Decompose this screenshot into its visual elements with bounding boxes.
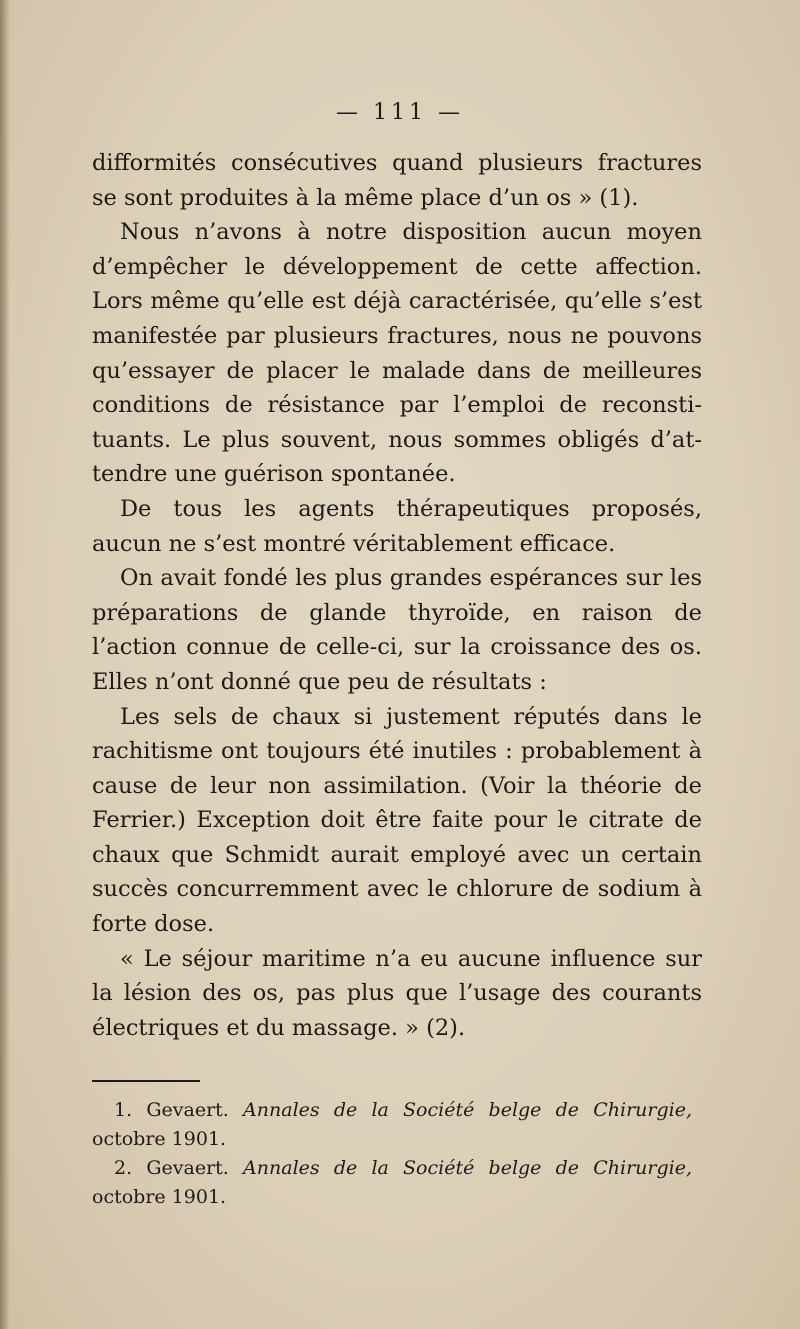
footnote-journal: Annales de la Société belge de Chirurgie, [243, 1157, 692, 1179]
footnote-2 [92, 1154, 692, 1212]
page-binding-edge [0, 0, 10, 1329]
footnote-author: Gevaert. [146, 1157, 229, 1179]
paragraph-continued: difformités consécutives quand plusieurs fractures se sont produites à la même place d’un os » (1). [92, 150, 702, 211]
paragraph: De tous les agents thérapeutiques proposés, aucun ne s’est montré véritablement efficace. [92, 495, 702, 557]
paragraph: « Le séjour maritime n’a eu aucune influence sur la lésion des os, pas plus que l’usage des courants électriques et du massage. » (2). [92, 945, 702, 1041]
footnote-date: octobre 1901. [92, 1186, 227, 1208]
paragraph: On avait fondé les plus grandes espérances sur les préparations de glande thyroïde, en raison de l’action connue de celle-ci, sur la croissance des os. Elles n’ont donné que peu de résultats : [92, 565, 702, 695]
footnote-journal: Annales de la Société belge de Chirurgie, [243, 1099, 692, 1121]
paragraph: Nous n’avons à notre disposition aucun moyen d’empêcher le développement de cette affection. Lors même qu’elle est déjà caractérisée, qu’elle s’est manifestée par plusieurs fractures, nous ne pouvons qu’essayer de placer le malade dans de meilleures conditions de résistance par l’emploi de reconsti-tuants. Le plus souvent, nous sommes obligés d’at-tendre une guérison spontanée. [92, 219, 702, 488]
footnote-marker: 2. [114, 1157, 133, 1179]
footnote-marker: 1. [114, 1099, 133, 1121]
body-text [92, 146, 702, 1045]
footnote-author: Gevaert. [146, 1099, 229, 1121]
footnote-1 [92, 1096, 692, 1154]
page-number: — 111 — [336, 100, 464, 125]
footnotes [92, 1096, 692, 1212]
paragraph: Les sels de chaux si justement réputés dans le rachitisme ont toujours été inutiles : probablement à cause de leur non assimilation. (Voir la théorie de Ferrier.) Exception doit être faite pour le citrate de chaux que Schmidt aurait employé avec un certain succès concurremment avec le chlorure de sodium à forte dose. [92, 703, 702, 938]
footnote-rule [92, 1080, 200, 1082]
footnote-date: octobre 1901. [92, 1128, 227, 1150]
